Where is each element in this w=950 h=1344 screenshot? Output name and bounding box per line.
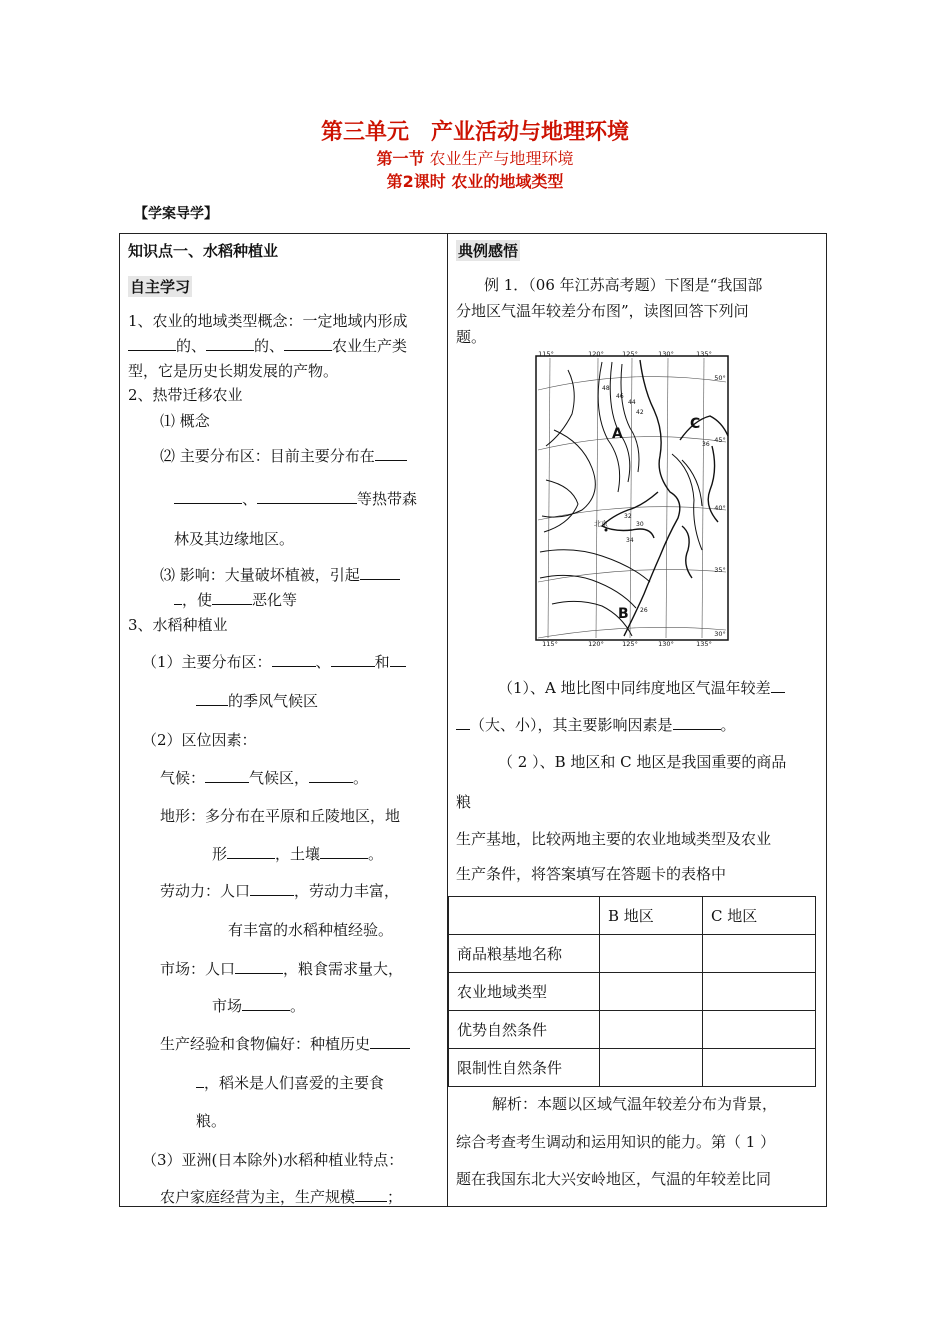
svg-text:120°: 120° bbox=[588, 350, 604, 358]
svg-text:125°: 125° bbox=[622, 350, 638, 358]
fill-blank[interactable] bbox=[174, 489, 242, 504]
svg-text:130°: 130° bbox=[658, 350, 674, 358]
svg-text:120°: 120° bbox=[588, 640, 604, 646]
svg-text:115°: 115° bbox=[538, 350, 554, 358]
text-line: 例 1．（06 年江苏高考题）下图是“我国部 bbox=[484, 276, 763, 294]
fill-blank[interactable] bbox=[242, 996, 290, 1011]
answer-cell[interactable] bbox=[703, 973, 816, 1011]
text-line: 综合考查考生调动和运用知识的能力。第（ 1 ） bbox=[456, 1133, 776, 1151]
text-line: 农户家庭经营为主，生产规模 ； bbox=[160, 1188, 403, 1206]
fill-blank[interactable] bbox=[250, 881, 294, 896]
text-line: 市场：人口 ，粮食需求量大， bbox=[160, 960, 404, 978]
text-line: 型，它是历史长期发展的产物。 bbox=[128, 362, 339, 380]
text-line: ，使 恶化等 bbox=[174, 589, 297, 610]
svg-text:B: B bbox=[618, 606, 629, 622]
fill-blank[interactable] bbox=[375, 446, 407, 461]
lesson-title: 第2课时 农业的地域类型 bbox=[386, 172, 564, 191]
text-line: 的、 的、 农业生产类 bbox=[128, 335, 407, 356]
fill-blank[interactable] bbox=[205, 768, 249, 783]
text-line: 有丰富的水稻种植经验。 bbox=[228, 921, 394, 939]
text-line: 生产基地，比较两地主要的农业地域类型及农业 bbox=[456, 830, 772, 848]
text-line: （ 2 ）、B 地区和 C 地区是我国重要的商品 bbox=[498, 753, 787, 771]
svg-text:A: A bbox=[612, 426, 623, 442]
fill-blank[interactable] bbox=[771, 678, 785, 693]
fill-blank[interactable] bbox=[128, 336, 176, 351]
text-line: （2）区位因素： bbox=[142, 731, 257, 749]
text-line: 分地区气温年较差分布图”，读图回答下列问 bbox=[456, 302, 749, 320]
svg-text:125°: 125° bbox=[622, 640, 638, 646]
text-line: 粮 bbox=[456, 793, 472, 811]
svg-text:135°: 135° bbox=[696, 350, 712, 358]
table-row bbox=[449, 935, 816, 973]
table-row bbox=[449, 1011, 816, 1049]
row-label: 限制性自然条件 bbox=[449, 1049, 600, 1087]
row-label: 农业地域类型 bbox=[449, 973, 600, 1011]
row-label: 优势自然条件 bbox=[449, 1011, 600, 1049]
svg-text:42: 42 bbox=[636, 409, 644, 416]
text-line: （1）、A 地比图中同纬度地区气温年较差 bbox=[498, 677, 785, 698]
answer-cell[interactable] bbox=[703, 1049, 816, 1087]
answer-cell[interactable] bbox=[600, 1049, 703, 1087]
section-title: 第一节 农业生产与地理环境 bbox=[376, 149, 574, 168]
text-line: 形 ，土壤 。 bbox=[212, 845, 384, 863]
text-line: （3）亚洲(日本除外)水稻种植业特点： bbox=[142, 1151, 404, 1169]
answer-cell[interactable] bbox=[600, 1011, 703, 1049]
svg-text:26: 26 bbox=[640, 607, 648, 614]
svg-text:46: 46 bbox=[616, 393, 624, 400]
svg-text:C: C bbox=[690, 416, 701, 432]
answer-cell[interactable] bbox=[703, 1011, 816, 1049]
text-line: 的季风气候区 bbox=[196, 690, 318, 711]
answer-table bbox=[448, 896, 816, 1087]
table-header-cell: C 地区 bbox=[703, 897, 816, 935]
self-study-heading: 自主学习 bbox=[130, 278, 191, 296]
svg-text:115°: 115° bbox=[542, 640, 558, 646]
fill-blank[interactable] bbox=[272, 652, 316, 667]
table-header-cell bbox=[449, 897, 600, 935]
fill-blank[interactable] bbox=[355, 1187, 387, 1202]
svg-text:130°: 130° bbox=[658, 640, 674, 646]
text-line: 解析：本题以区域气温年较差分布为背景， bbox=[492, 1095, 778, 1113]
svg-text:135°: 135° bbox=[696, 640, 712, 646]
svg-text:北京: 北京 bbox=[594, 520, 608, 528]
fill-blank[interactable] bbox=[673, 715, 721, 730]
text-line: 市场 。 bbox=[212, 997, 306, 1015]
fill-blank[interactable] bbox=[390, 652, 406, 667]
svg-text:30: 30 bbox=[636, 521, 644, 528]
table-header-cell: B 地区 bbox=[600, 897, 703, 935]
fill-blank[interactable] bbox=[456, 715, 470, 730]
text-line: 2、热带迁移农业 bbox=[128, 386, 243, 404]
text-line: ⑵ 主要分布区：目前主要分布在 bbox=[160, 445, 407, 466]
knowledge-point-heading: 知识点一、水稻种植业 bbox=[128, 242, 279, 260]
table-row bbox=[449, 1049, 816, 1087]
text-line: 地形：多分布在平原和丘陵地区，地 bbox=[160, 807, 401, 825]
fill-blank[interactable] bbox=[257, 489, 357, 504]
unit-title: 第三单元 产业活动与地理环境 bbox=[320, 120, 630, 145]
fill-blank[interactable] bbox=[212, 590, 252, 605]
text-line: （大、小），其主要影响因素是 。 bbox=[456, 714, 736, 735]
fill-blank[interactable] bbox=[320, 844, 368, 859]
text-line: 1、农业的地域类型概念：一定地域内形成 bbox=[128, 312, 408, 330]
answer-cell[interactable] bbox=[600, 973, 703, 1011]
table-row bbox=[449, 973, 816, 1011]
row-label: 商品粮基地名称 bbox=[449, 935, 600, 973]
table-header-row bbox=[449, 897, 816, 935]
svg-text:30°: 30° bbox=[714, 630, 726, 638]
text-line: 3、水稻种植业 bbox=[128, 616, 228, 634]
text-line: ⑶ 影响：大量破坏植被，引起 bbox=[160, 564, 400, 585]
text-line: 劳动力：人口 ，劳动力丰富， bbox=[160, 882, 400, 900]
answer-cell[interactable] bbox=[703, 935, 816, 973]
text-line: （1）主要分布区： 、 和 bbox=[142, 651, 406, 672]
text-line: 、 等热带森 bbox=[174, 488, 417, 509]
text-line: 题。 bbox=[456, 328, 487, 346]
text-line: 气候： 气候区， 。 bbox=[160, 769, 369, 787]
title-block bbox=[0, 118, 950, 194]
fill-blank[interactable] bbox=[284, 336, 332, 351]
svg-text:45°: 45° bbox=[714, 436, 726, 444]
svg-text:40°: 40° bbox=[714, 504, 726, 512]
text-line: ，稻米是人们喜爱的主要食 bbox=[196, 1072, 384, 1093]
svg-text:34: 34 bbox=[626, 537, 634, 544]
svg-text:44: 44 bbox=[628, 399, 636, 406]
guide-label: 【学案导学】 bbox=[134, 206, 218, 222]
fill-blank[interactable] bbox=[360, 565, 400, 580]
fill-blank[interactable] bbox=[196, 1073, 204, 1088]
text-line: 生产条件，将答案填写在答题卡的表格中 bbox=[456, 865, 727, 883]
fill-blank[interactable] bbox=[206, 336, 254, 351]
svg-text:48: 48 bbox=[602, 385, 610, 392]
svg-text:32: 32 bbox=[624, 513, 632, 520]
answer-cell[interactable] bbox=[600, 935, 703, 973]
fill-blank[interactable] bbox=[235, 959, 283, 974]
fill-blank[interactable] bbox=[227, 844, 275, 859]
svg-text:36: 36 bbox=[702, 441, 710, 448]
examples-heading: 典例感悟 bbox=[458, 242, 519, 260]
fill-blank[interactable] bbox=[370, 1034, 410, 1049]
text-line: 生产经验和食物偏好：种植历史 bbox=[160, 1033, 410, 1054]
fill-blank[interactable] bbox=[331, 652, 375, 667]
svg-text:50°: 50° bbox=[714, 374, 726, 382]
text-line: 题在我国东北大兴安岭地区，气温的年较差比同 bbox=[456, 1170, 772, 1188]
fill-blank[interactable] bbox=[174, 590, 182, 605]
left-column bbox=[128, 238, 442, 1206]
text-line: 林及其边缘地区。 bbox=[174, 530, 295, 548]
text-line: 粮。 bbox=[196, 1112, 227, 1130]
svg-text:35°: 35° bbox=[714, 566, 726, 574]
fill-blank[interactable] bbox=[196, 691, 228, 706]
text-line: ⑴ 概念 bbox=[160, 412, 210, 430]
temperature-range-map bbox=[532, 350, 732, 646]
fill-blank[interactable] bbox=[309, 768, 353, 783]
